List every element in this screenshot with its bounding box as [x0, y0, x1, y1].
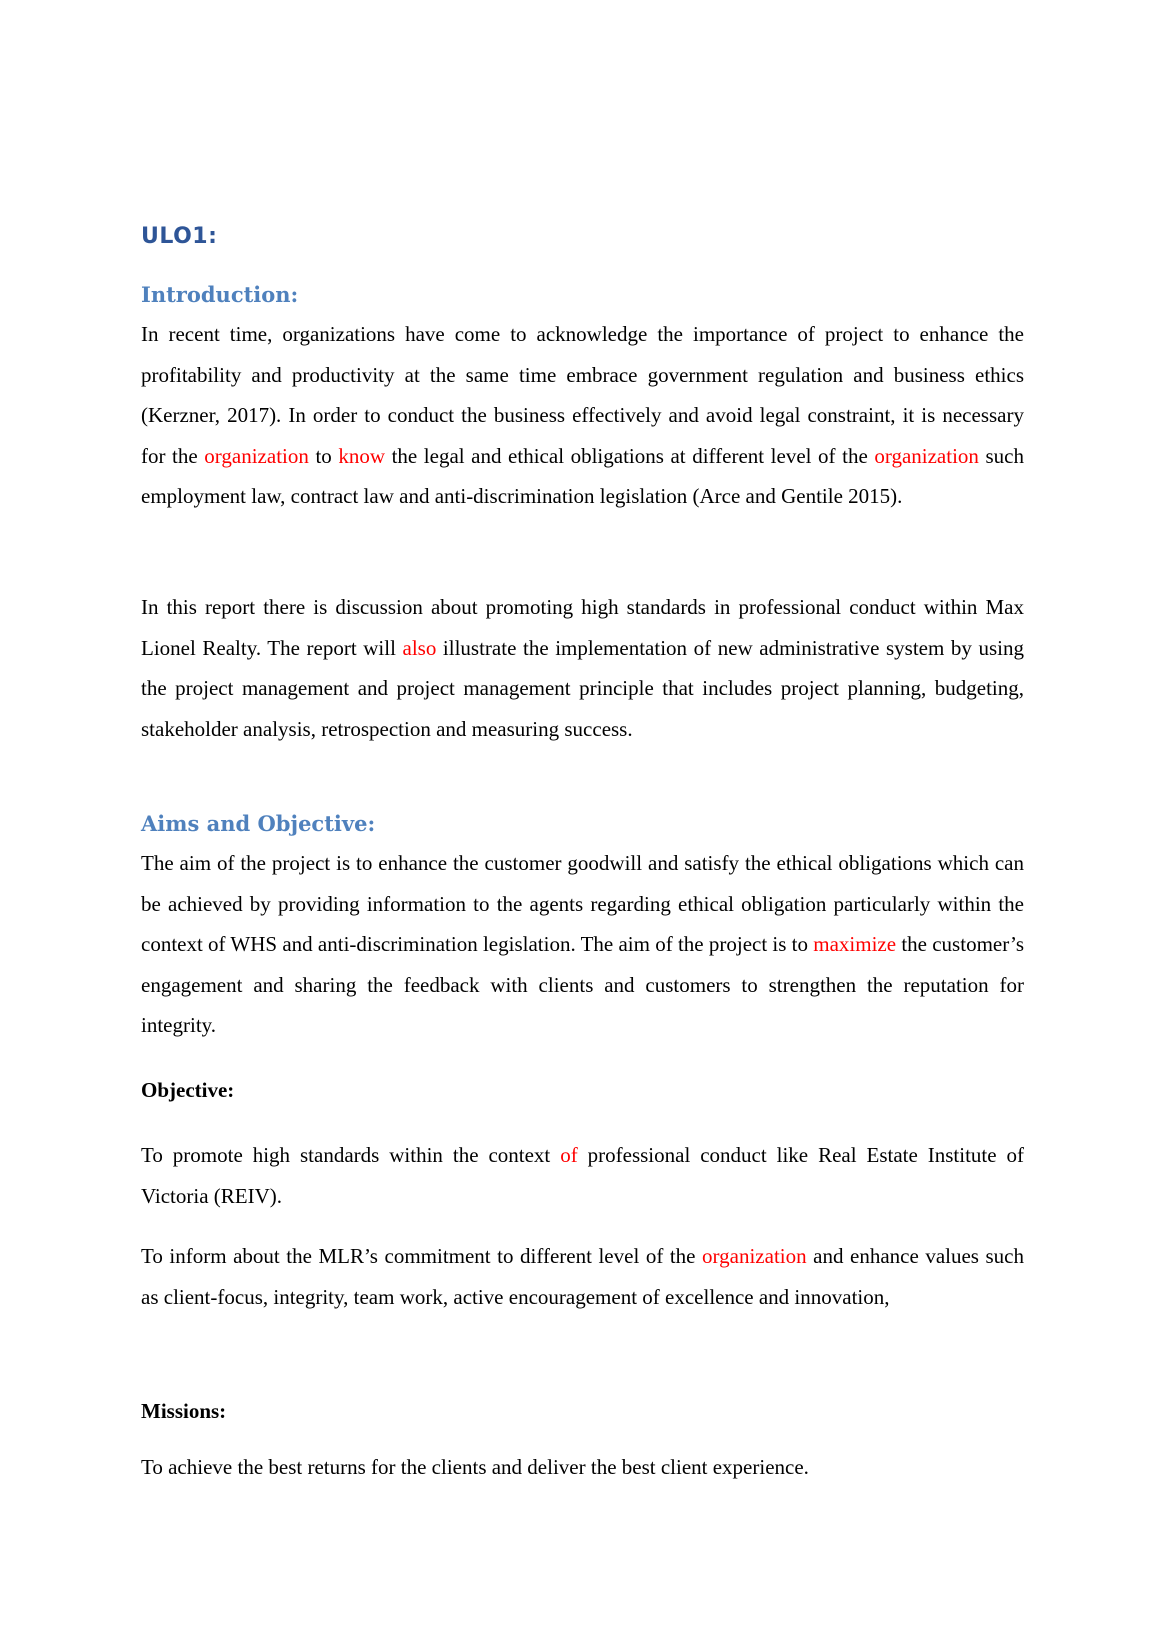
text-run: illustrate the implementation of new administrative system by using the project management and project management principle that includes project planning, budgeting, stakeholder analysis, retrospection and measuring success. — [141, 635, 1024, 741]
text-run: the legal and ethical obligations at different level of the — [385, 443, 875, 468]
introduction-heading: Introduction: — [141, 282, 299, 307]
highlight-word: organization — [702, 1244, 807, 1268]
missions-label: Missions: — [141, 1399, 227, 1423]
aims-paragraph — [141, 843, 1024, 1046]
missions-paragraph: To achieve the best returns for the clients and deliver the best client experience. — [141, 1455, 809, 1479]
introduction-paragraph-1 — [141, 314, 1024, 517]
text-run: In recent time, organizations have come to acknowledge the importance of project to enhance the profitability and productivity at the same time embrace government regulation and business ethics (Kerzner, 2017). In order to conduct the business effectively and avoid legal constraint, it is necessary for the — [141, 322, 1024, 468]
text-run: In this report there is discussion about promoting high standards in professional conduct within Max Lionel Realty. The report will — [141, 595, 1024, 660]
text-run: The aim of the project is to enhance the customer goodwill and satisfy the ethical obligations which can be achieved by providing information to the agents regarding ethical obligation particularly within the context of WHS and anti-discrimination legislation. The aim of the project is to — [141, 851, 1024, 956]
highlight-word: maximize — [813, 932, 897, 956]
highlight-word: of — [560, 1143, 578, 1167]
objective-paragraph-2 — [141, 1236, 1024, 1317]
ulo-heading: ULO1: — [141, 224, 218, 249]
introduction-paragraph-2 — [141, 587, 1024, 749]
highlight-word: organization — [204, 443, 309, 468]
text-run: and enhance values such as client-focus, integrity, team work, active encouragement of excellence and innovation, — [141, 1244, 1024, 1309]
text-run: professional conduct like Real Estate Institute of Victoria (REIV). — [141, 1143, 1024, 1208]
text-run: the customer’s engagement and sharing the feedback with clients and customers to strengthen the reputation for integrity. — [141, 932, 1024, 1037]
objective-paragraph-1 — [141, 1135, 1024, 1216]
highlight-word: organization — [874, 443, 979, 468]
text-run: such employment law, contract law and anti-discrimination legislation (Arce and Gentile 2015). — [141, 443, 1024, 508]
highlight-word: also — [402, 635, 437, 660]
text-run: to — [308, 443, 339, 468]
text-run: To inform about the MLR’s commitment to different level of the — [141, 1244, 703, 1268]
objective-label: Objective: — [141, 1078, 235, 1102]
highlight-word: know — [338, 443, 386, 468]
text-run: To promote high standards within the context — [141, 1143, 561, 1167]
aims-heading: Aims and Objective: — [141, 811, 376, 836]
